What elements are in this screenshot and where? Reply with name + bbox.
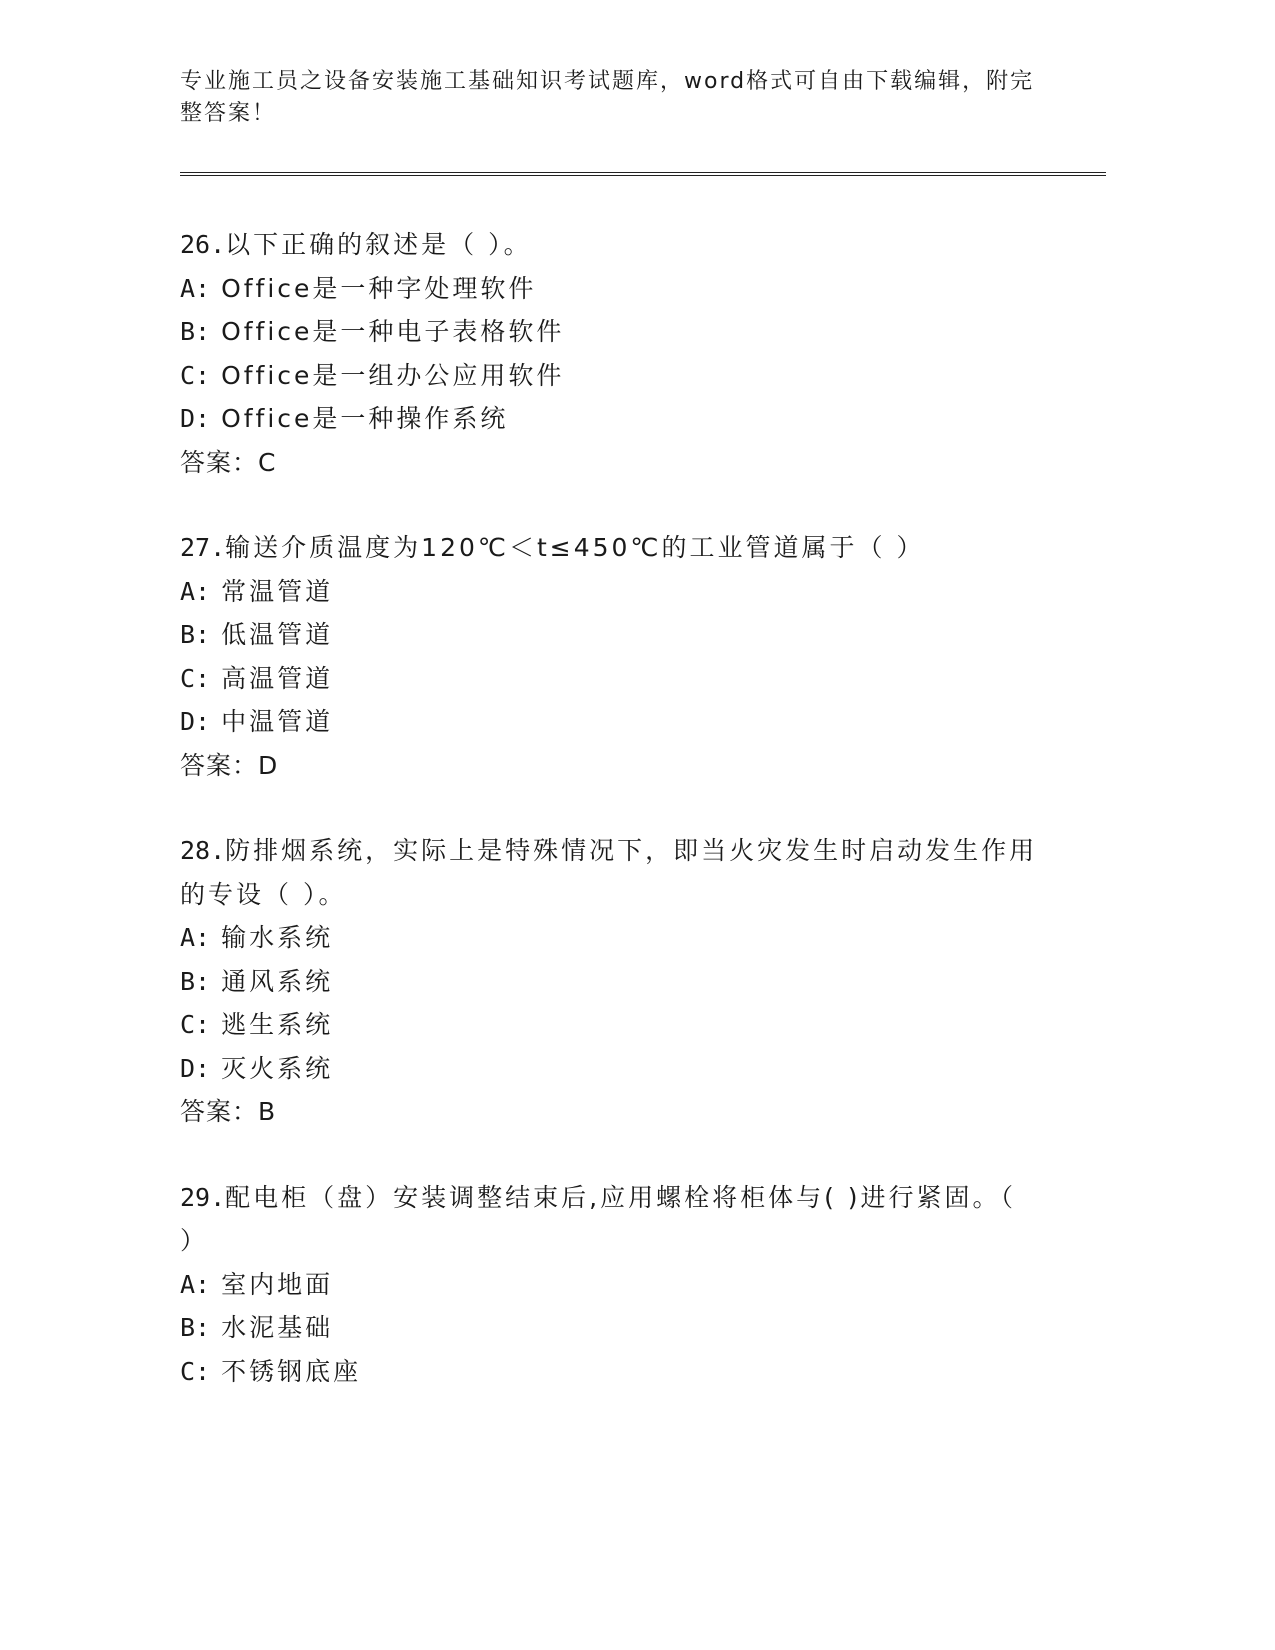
option-letter: C: — [180, 1356, 211, 1386]
question-text: 防排烟系统，实际上是特殊情况下，即当火灾发生时启动发生作用的专设（ ）。 — [180, 836, 1038, 909]
option-text: 室内地面 — [221, 1269, 334, 1299]
header-title: 专业施工员之设备安装施工基础知识考试题库，word格式可自由下载编辑，附完整答案！ — [180, 69, 1035, 126]
option-a — [180, 267, 1040, 311]
option-letter: C: — [180, 1010, 211, 1039]
option-letter: A: — [180, 576, 211, 606]
question-27 — [180, 526, 1040, 787]
option-d — [180, 1047, 1040, 1091]
option-b — [180, 613, 1040, 657]
option-text: 水泥基础 — [221, 1313, 334, 1342]
option-d — [180, 700, 1040, 744]
option-a — [180, 570, 1040, 614]
option-c — [180, 354, 1040, 398]
option-letter: A: — [180, 273, 211, 303]
option-letter: D: — [180, 707, 211, 736]
option-text: 高温管道 — [221, 663, 334, 693]
option-d — [180, 397, 1040, 441]
question-stem — [180, 1176, 1040, 1263]
option-a — [180, 1263, 1040, 1307]
question-number: 27. — [180, 533, 226, 562]
option-text: 常温管道 — [221, 576, 334, 606]
option-letter: B: — [180, 620, 211, 649]
option-text: Office是一种字处理软件 — [221, 273, 537, 303]
option-letter: D: — [180, 1053, 211, 1083]
question-stem — [180, 829, 1040, 916]
answer-value: C — [258, 447, 277, 477]
option-letter: C: — [180, 663, 211, 693]
option-letter: B: — [180, 966, 211, 996]
answer-label: 答案： — [180, 447, 259, 477]
question-stem — [180, 223, 1040, 267]
question-list — [180, 223, 1040, 1435]
option-b — [180, 310, 1040, 354]
answer-label: 答案： — [180, 750, 259, 780]
page-header — [180, 66, 1040, 130]
option-text: 通风系统 — [221, 966, 334, 996]
question-number: 26. — [180, 230, 226, 259]
answer-value: B — [258, 1097, 277, 1126]
answer-label: 答案： — [180, 1097, 259, 1126]
option-b — [180, 1306, 1040, 1350]
question-26 — [180, 223, 1040, 484]
option-letter: A: — [180, 1269, 211, 1299]
question-text: 输送介质温度为120℃＜t≤450℃的工业管道属于（ ） — [225, 533, 925, 562]
option-c — [180, 1003, 1040, 1047]
option-text: 低温管道 — [221, 620, 334, 649]
option-letter: D: — [180, 404, 211, 433]
question-28 — [180, 829, 1040, 1134]
question-text: 配电柜（盘）安装调整结束后,应用螺栓将柜体与( )进行紧固。（ ） — [180, 1182, 1017, 1255]
option-text: Office是一种电子表格软件 — [221, 317, 565, 346]
question-number: 29. — [180, 1182, 226, 1212]
question-text: 以下正确的叙述是（ ）。 — [225, 230, 532, 259]
option-text: 不锈钢底座 — [221, 1356, 362, 1386]
option-letter: C: — [180, 360, 211, 390]
answer-value: D — [258, 750, 279, 780]
option-text: 灭火系统 — [221, 1053, 334, 1083]
option-text: Office是一种操作系统 — [221, 404, 509, 433]
option-letter: B: — [180, 1313, 211, 1342]
option-text: 输水系统 — [221, 923, 334, 952]
option-text: 中温管道 — [221, 707, 334, 736]
option-letter: B: — [180, 317, 211, 346]
question-number: 28. — [180, 836, 226, 865]
header-divider — [180, 172, 1106, 176]
question-29 — [180, 1176, 1040, 1394]
option-letter: A: — [180, 923, 211, 952]
option-c — [180, 1350, 1040, 1394]
option-b — [180, 960, 1040, 1004]
option-text: 逃生系统 — [221, 1010, 334, 1039]
answer-line — [180, 744, 1040, 788]
answer-line — [180, 1090, 1040, 1134]
option-a — [180, 916, 1040, 960]
option-c — [180, 657, 1040, 701]
question-stem — [180, 526, 1040, 570]
option-text: Office是一组办公应用软件 — [221, 360, 565, 390]
answer-line — [180, 441, 1040, 485]
